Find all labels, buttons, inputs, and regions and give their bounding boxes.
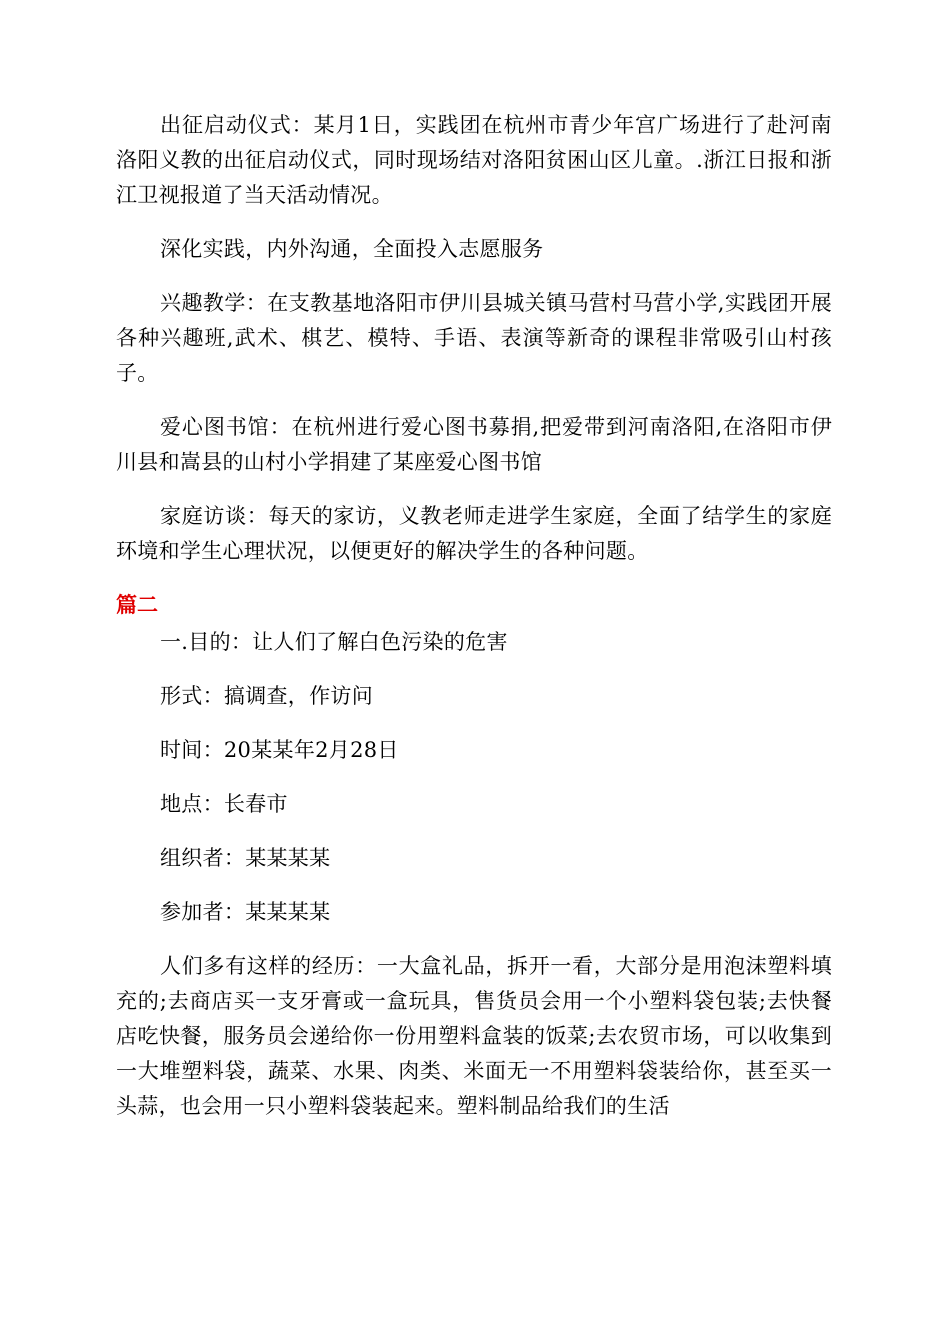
- paragraph-library: 爱心图书馆：在杭州进行爱心图书募捐,把爱带到河南洛阳,在洛阳市伊川县和嵩县的山村小学捐建了某座爱心图书馆: [116, 415, 832, 474]
- section-heading: 篇二: [116, 593, 158, 617]
- paragraph-purpose: 一.目的：让人们了解白色污染的危害: [160, 630, 508, 654]
- document-page: [116, 108, 832, 1124]
- paragraph-time: 时间：20某某年2月28日: [160, 738, 399, 762]
- paragraph-interest-teaching: 兴趣教学：在支教基地洛阳市伊川县城关镇马营村马营小学,实践团开展各种兴趣班,武术、棋艺、模特、手语、表演等新奇的课程非常吸引山村孩子。: [116, 291, 832, 385]
- paragraph-home-visit: 家庭访谈：每天的家访，义教老师走进学生家庭，全面了结学生的家庭环境和学生心理状况，以便更好的解决学生的各种问题。: [116, 504, 832, 563]
- paragraph-launch-ceremony: 出征启动仪式：某月1日，实践团在杭州市青少年宫广场进行了赴河南洛阳义教的出征启动仪式，同时现场结对洛阳贫困山区儿童。.浙江日报和浙江卫视报道了当天活动情况。: [116, 113, 832, 207]
- paragraph-form: 形式：搞调查，作访问: [160, 684, 373, 708]
- paragraph-plastic-experience: 人们多有这样的经历：一大盒礼品，拆开一看，大部分是用泡沫塑料填充的;去商店买一支牙膏或一盒玩具，售货员会用一个小塑料袋包装;去快餐店吃快餐，服务员会递给你一份用塑料盒装的饭菜;去农贸市场，可以收集到一大堆塑料袋，蔬菜、水果、肉类、米面无一不用塑料袋装给你，甚至买一头蒜，也会用一只小塑料袋装起来。塑料制品给我们的生活: [116, 954, 832, 1118]
- paragraph-location: 地点：长春市: [160, 792, 288, 816]
- paragraph-organizer: 组织者：某某某某: [160, 846, 331, 870]
- paragraph-deepen-practice: 深化实践，内外沟通，全面投入志愿服务: [160, 237, 544, 261]
- paragraph-participants: 参加者：某某某某: [160, 900, 331, 924]
